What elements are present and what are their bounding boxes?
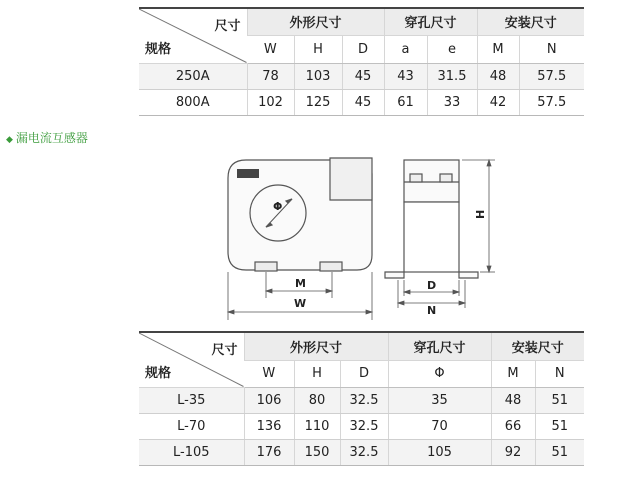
table1-cell: 31.5: [427, 63, 477, 89]
table2-cell: 51: [535, 413, 584, 439]
table2-group-outer: 外形尺寸: [244, 333, 388, 360]
table-row: [139, 439, 584, 465]
table1-cell: 57.5: [519, 89, 584, 115]
side-view: [385, 160, 478, 278]
w-dimension-label: W: [294, 297, 307, 310]
table2-corner-cell: [139, 333, 244, 387]
m-dimension-label: M: [295, 277, 306, 290]
table2-corner-size-label: 尺寸: [211, 343, 238, 358]
table1-cell: 125: [294, 89, 342, 115]
table2-cell: 80: [294, 387, 340, 413]
table1-group-mount: 安装尺寸: [477, 9, 584, 35]
table1-cell: 61: [384, 89, 427, 115]
table1-col-header: D: [342, 35, 384, 63]
table2-cell: 32.5: [340, 439, 388, 465]
table2-cell: 110: [294, 413, 340, 439]
table1-group-outer: 外形尺寸: [247, 9, 384, 35]
table1-corner-size-label: 尺寸: [214, 19, 241, 34]
table1-cell: 45: [342, 89, 384, 115]
table2-cell: 70: [388, 413, 491, 439]
h-dimension-label: H: [474, 209, 487, 219]
table1-col-header: a: [384, 35, 427, 63]
table-row: [139, 387, 584, 413]
table2-cell: 66: [491, 413, 535, 439]
table1-col-header: N: [519, 35, 584, 63]
table1-cell: 42: [477, 89, 519, 115]
table2-cell: L-105: [139, 439, 244, 465]
d-dimension-label: D: [427, 279, 437, 292]
table1-cell: 33: [427, 89, 477, 115]
table2-cell: 150: [294, 439, 340, 465]
table2-col-header: W: [244, 360, 294, 387]
table1-col-header: e: [427, 35, 477, 63]
table1-corner-spec-label: 规格: [145, 41, 172, 57]
table-row: [139, 413, 584, 439]
table2-col-header: H: [294, 360, 340, 387]
table1-cell: 250A: [139, 63, 247, 89]
table1-cell: 800A: [139, 89, 247, 115]
table1-cell: 103: [294, 63, 342, 89]
table2-cell: 51: [535, 439, 584, 465]
front-view: [228, 158, 372, 271]
table2-corner-spec-label: 规格: [145, 365, 172, 381]
table1-cell: 43: [384, 63, 427, 89]
table2-group-mount: 安装尺寸: [491, 333, 584, 360]
table2-cell: 105: [388, 439, 491, 465]
table2-cell: 32.5: [340, 413, 388, 439]
table2-cell: 106: [244, 387, 294, 413]
table1-cell: 102: [247, 89, 294, 115]
table2-col-header: Φ: [388, 360, 491, 387]
table2-cell: L-35: [139, 387, 244, 413]
table2-cell: L-70: [139, 413, 244, 439]
diamond-bullet-icon: ◆: [6, 135, 13, 145]
table2-cell: 176: [244, 439, 294, 465]
table2-cell: 32.5: [340, 387, 388, 413]
table1-cell: 78: [247, 63, 294, 89]
table1-col-header: M: [477, 35, 519, 63]
table1-col-header: W: [247, 35, 294, 63]
table2-col-header: N: [535, 360, 584, 387]
table2-group-hole: 穿孔尺寸: [388, 333, 491, 360]
table2-cell: 136: [244, 413, 294, 439]
table2-cell: 48: [491, 387, 535, 413]
spec-table-2: [139, 333, 584, 466]
table1-col-header: H: [294, 35, 342, 63]
n-dimension-label: N: [427, 304, 437, 317]
table2-col-header: M: [491, 360, 535, 387]
section-title-text: 漏电流互感器: [15, 131, 88, 145]
table2-col-header: D: [340, 360, 388, 387]
table1-group-hole: 穿孔尺寸: [384, 9, 477, 35]
table1-cell: 45: [342, 63, 384, 89]
table1-cell: 48: [477, 63, 519, 89]
table2-cell: 51: [535, 387, 584, 413]
table2-cell: 92: [491, 439, 535, 465]
table1-cell: 57.5: [519, 63, 584, 89]
table2-cell: 35: [388, 387, 491, 413]
phi-label: Φ: [273, 200, 283, 213]
